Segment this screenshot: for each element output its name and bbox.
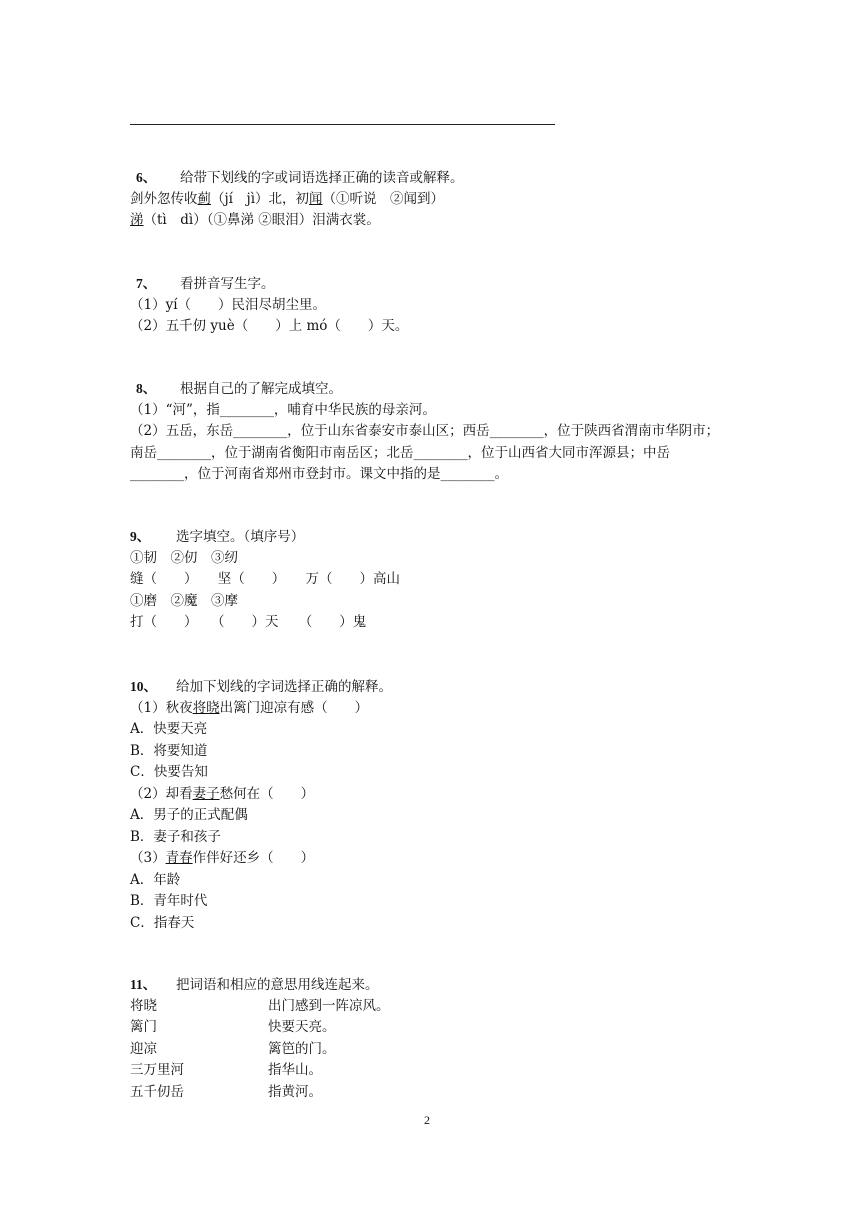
underlined-word: 妻子 [192, 785, 220, 802]
question-title: 给加下划线的字词选择正确的解释。 [176, 679, 392, 695]
question-8 [130, 378, 730, 486]
question-number: 10、 [130, 679, 157, 694]
text-fragment: （1）秋夜 [130, 699, 193, 716]
question-10 [130, 676, 730, 934]
question-9-heading [130, 526, 730, 548]
match-row [130, 1060, 730, 1082]
text-fragment: （3） [130, 850, 166, 866]
match-meaning: 快要天亮。 [268, 1019, 336, 1035]
question-10-sub-1 [130, 698, 730, 720]
question-11 [130, 974, 730, 1103]
option-c: C．指春天 [130, 914, 195, 931]
match-row [130, 996, 730, 1018]
match-meaning: 出门感到一阵凉风。 [268, 997, 390, 1014]
underlined-word: 将晓 [192, 699, 220, 716]
match-term: 三万里河 [130, 1062, 184, 1078]
underlined-char: 涕 [130, 212, 144, 228]
text-fragment: 愁何在（ ） [219, 785, 315, 802]
answer-line [130, 124, 555, 125]
question-9-options-1: ①韧 ②仞 ③纫 [130, 549, 238, 566]
underlined-char: 闻 [309, 190, 323, 207]
underlined-word: 青春 [165, 850, 193, 866]
text-fragment: （①听说 ②闻到） [322, 190, 445, 207]
question-7-heading [130, 273, 730, 295]
question-8-item-2: （2）五岳，东岳________，位于山东省泰安市泰山区；西岳________，位于陕西省渭南市华阴市；南岳________，位于湖南省衡阳市南岳区；北岳________，位于山西省大同市浑源县；中岳________，位于河南省郑州市登封市。课文中指的是________。 [130, 423, 720, 482]
option-a: A．快要天亮 [130, 721, 208, 737]
match-row [130, 1017, 730, 1039]
question-7 [130, 273, 730, 338]
question-10-sub-3 [130, 848, 730, 870]
option-a: A．年龄 [130, 871, 181, 888]
text-fragment: （jí jì）北，初 [211, 190, 310, 207]
question-9-options-2: ①磨 ②魔 ③摩 [130, 592, 238, 609]
question-title: 看拼音写生字。 [180, 276, 275, 292]
match-term: 篱门 [130, 1019, 157, 1035]
match-meaning: 篱笆的门。 [268, 1040, 336, 1057]
question-number: 7、 [136, 276, 157, 291]
question-6-line-2 [130, 210, 730, 232]
option-b: B．妻子和孩子 [130, 828, 221, 845]
match-term: 将晓 [130, 997, 157, 1014]
match-row [130, 1039, 730, 1061]
option-a: A．男子的正式配偶 [130, 807, 248, 823]
question-8-heading [130, 378, 730, 400]
question-title: 根据自己的了解完成填空。 [180, 381, 342, 397]
question-10-sub-2 [130, 784, 730, 806]
match-row [130, 1082, 730, 1104]
question-title: 给带下划线的字或词语选择正确的读音或解释。 [180, 170, 464, 186]
question-6-heading [130, 167, 730, 189]
match-term: 五千仞岳 [130, 1083, 184, 1100]
question-number: 11、 [130, 977, 157, 992]
option-c: C．快要告知 [130, 764, 208, 780]
match-meaning: 指华山。 [268, 1062, 322, 1078]
option-b: B．青年时代 [130, 893, 208, 909]
question-9-blanks-1: 缝（ ） 坚（ ） 万（ ）高山 [130, 571, 400, 587]
option-b: B．将要知道 [130, 742, 208, 759]
question-6-line-1 [130, 189, 730, 211]
text-fragment: 作伴好还乡（ ） [192, 850, 315, 866]
page-number: 2 [424, 1113, 430, 1127]
question-number: 6、 [136, 170, 157, 185]
question-number: 9、 [130, 529, 151, 544]
question-9-blanks-2: 打（ ） （ ）天 （ ）鬼 [130, 614, 367, 630]
question-7-item-2: （2）五千仞 yuè（ ）上 mó（ ）天。 [130, 318, 409, 334]
underlined-char: 蓟 [197, 190, 211, 207]
question-10-heading [130, 676, 730, 698]
question-9 [130, 526, 730, 634]
text-fragment: 出篱门迎凉有感（ ） [219, 699, 369, 716]
text-fragment: （2）却看 [130, 785, 193, 802]
match-meaning: 指黄河。 [268, 1083, 322, 1100]
question-title: 把词语和相应的意思用线连起来。 [176, 977, 379, 993]
text-fragment: 剑外忽传收 [130, 190, 198, 207]
question-6 [130, 167, 730, 232]
question-title: 选字填空。（填序号） [176, 529, 305, 545]
question-7-item-1: （1）yí（ ）民泪尽胡尘里。 [130, 296, 327, 313]
question-8-item-1: （1）“河”，指________，哺育中华民族的母亲河。 [130, 401, 436, 418]
match-term: 迎凉 [130, 1040, 157, 1057]
question-number: 8、 [136, 381, 157, 396]
question-11-heading [130, 974, 730, 996]
text-fragment: （tì dì）（①鼻涕 ②眼泪）泪满衣裳。 [143, 212, 380, 228]
